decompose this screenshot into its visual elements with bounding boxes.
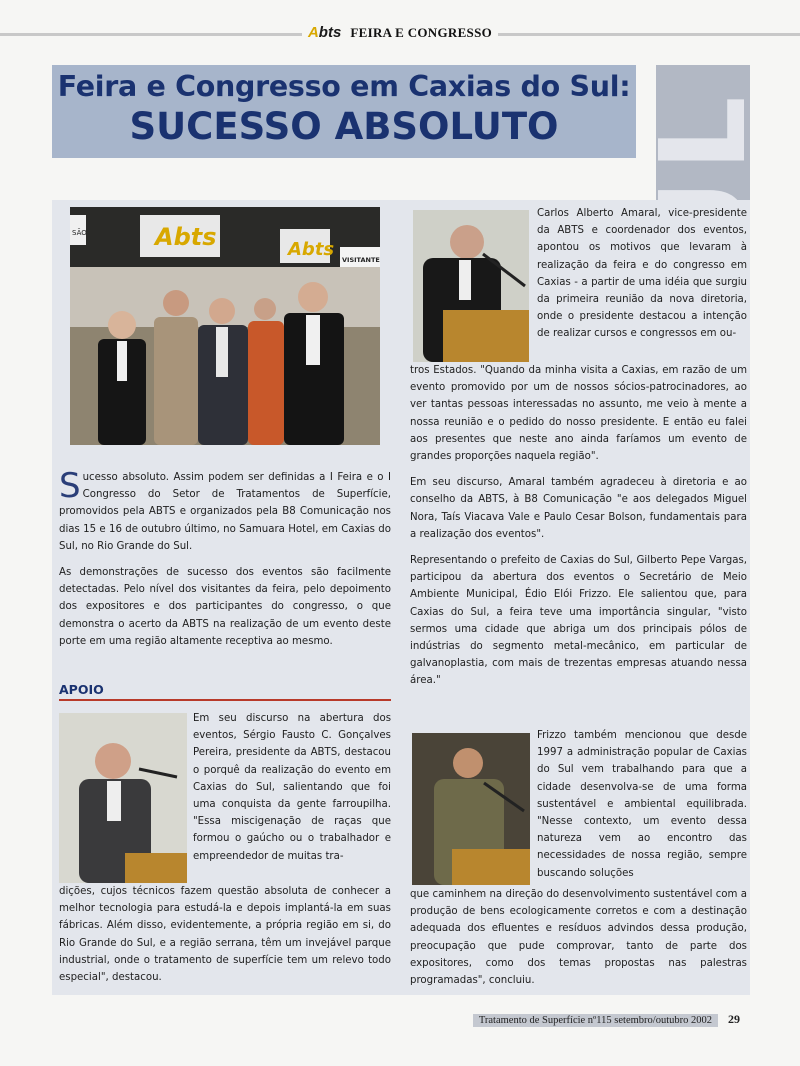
booth-sign-4: SÃO bbox=[72, 229, 87, 237]
page-number: 29 bbox=[728, 1012, 740, 1026]
article-headline: SUCESSO ABSOLUTO bbox=[129, 105, 559, 148]
booth-sign-3: VISITANTE bbox=[342, 256, 380, 264]
title-box bbox=[52, 65, 636, 158]
frizzo-paragraph: Representando o prefeito de Caxias do Sul, Gilberto Pepe Vargas, participou da abertura dos eventos o Secretário de Meio Ambiente Municipal, Édio Elói Frizzo. Ele salientou que, para Caxias do Sul, a feira teve uma importância singular, "visto sermos uma cidade que abriga um dos principais pólos de indústrias do segmento metal-mecânico, em particular de galvanoplastia, com mais de trezentas empresas atuando nessa área." bbox=[410, 555, 747, 687]
publication-info: Tratamento de Superfície nº115 setembro/outubro 2002 bbox=[473, 1014, 718, 1027]
amaral-quote: tros Estados. "Quando da minha visita a Caxias, em razão de um evento promovido por um de nossos sócios-patrocinadores, ao ver tantas pessoas interessadas no assunto, me veio à mente a nossa reunião e o pedido do nosso presidente. E então eu falei aos presentes que neste ano ainda faríamos um evento de grandes proporções naquela região". bbox=[410, 365, 747, 463]
amaral-side-text: Carlos Alberto Amaral, vice-presidente da ABTS e coordenador dos eventos, apontou os motivos que levaram à realização da feira e do congresso em Caxias - a partir de uma idéia que surgiu da primeira reunião da nova diretoria, onde o presidente destacou a intenção de realizar cursos e congressos em ou- bbox=[537, 208, 747, 340]
speaker-photo-pereira bbox=[59, 713, 187, 883]
apoio-full-text: dições, cujos técnicos fazem questão absoluta de conhecer a melhor tecnologia para estudá-la e depois implantá-la em suas fábricas. Além disso, evidentemente, a própria região em si, do Rio Grande do Sul, e a região serrana, têm um invejável parque industrial, onde o tratamento de superfície tem um relevo todo especial", destacou. bbox=[59, 886, 391, 984]
abts-logo: Abts bbox=[307, 24, 342, 41]
article-title: Feira e Congresso em Caxias do Sul: bbox=[57, 70, 631, 103]
right-column-text bbox=[410, 362, 747, 690]
speaker-photo-amaral bbox=[413, 210, 529, 362]
drop-cap: S bbox=[59, 466, 81, 506]
intro-paragraph-1: Sucesso absoluto. Assim podem ser definidas a I Feira e o I Congresso do Setor de Tratamentos de Superfície, promovidos pela ABTS e organizados pela B8 Comunicação nos dias 15 e 16 de outubro último, no Samuara Hotel, em Caxias do Sul, no Rio Grande do Sul. bbox=[59, 466, 391, 552]
apoio-heading: APOIO bbox=[59, 682, 391, 701]
frizzo-full-text: que caminhem na direção do desenvolvimento sustentável com a produção de bens ecologicamente corretos e com a destinação adequada dos efluentes e resíduos advindos dessa produção, preocupação que pude comprovar, tanto de parte dos expositores, como dos temas propostas nas palestras programadas", concluiu. bbox=[410, 889, 747, 987]
page-footer bbox=[440, 1012, 740, 1027]
booth-sign-1: Abts bbox=[155, 223, 217, 251]
page-header bbox=[0, 22, 800, 40]
booth-sign-2: Abts bbox=[288, 239, 335, 260]
section-label: FEIRA E CONGRESSO bbox=[350, 25, 493, 40]
apoio-side-text: Em seu discurso na abertura dos eventos, Sérgio Fausto C. Gonçalves Pereira, presidente da ABTS, destacou o porquê da realização do evento em Caxias do Sul, salientando que foi uma conquista da gente farroupilha. "Essa miscigenação de raças que formou o gaúcho ou o trabalhador e empreendedor de muitas tra- bbox=[193, 713, 391, 862]
intro-paragraph-2: As demonstrações de sucesso dos eventos são facilmente detectadas. Pelo nível dos visitantes da feira, pelo depoimento dos expositores e dos participantes do congresso, o que demonstra o acerto da ABTS na realização de um evento deste porte em uma região altamente receptiva ao mesmo. bbox=[59, 567, 391, 647]
amaral-thanks: Em seu discurso, Amaral também agradeceu à diretoria e ao conselho da ABTS, à B8 Comunicação "e aos delegados Miguel Nora, Taís Viacava Vale e Paulo Cesar Bolson, fundamentais para a realização dos eventos". bbox=[410, 477, 747, 540]
group-photo bbox=[70, 207, 380, 445]
intro-text bbox=[59, 466, 391, 650]
frizzo-side-text: Frizzo também mencionou que desde 1997 a administração popular de Caxias do Sul vem trabalhando para que a cidade desenvolva-se de uma forma sustentável e ambiental equilibrada. "Nesse contexto, um evento dessa natureza vem ao encontro das necessidades de nossa região, sempre buscando soluções bbox=[537, 730, 747, 879]
speaker-photo-frizzo bbox=[412, 733, 530, 885]
